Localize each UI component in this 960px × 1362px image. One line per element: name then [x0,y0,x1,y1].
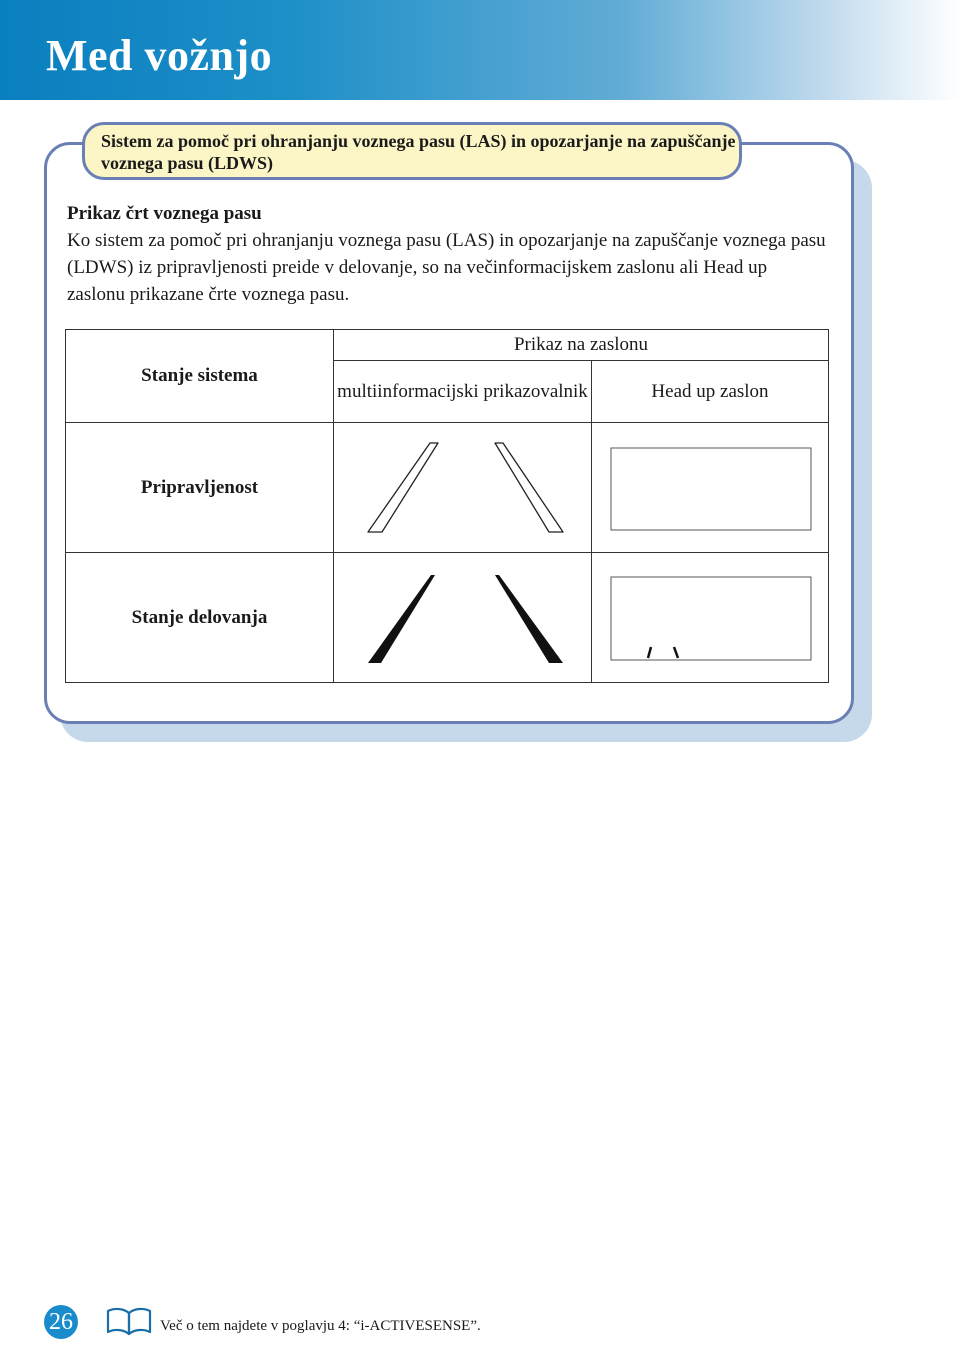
lane-display-table [65,329,829,683]
intro-body: Ko sistem za pomoč pri ohranjanju voznega pasu (LAS) in opozarjanje na zapuščanje voznega pasu (LDWS) iz pripravljenosti preide v delovanje, so na večinformacijskem zaslonu ali Head up zaslonu prikazane črte voznega pasu. [67,230,826,305]
page-title: Med vožnjo [46,31,273,80]
page-header [0,0,960,100]
hud-lane-lines-icon [592,553,828,682]
intro-block [67,201,827,308]
footer-reference-note: Več o tem najdete v poglavju 4: “i-ACTIVESENSE”. [160,1318,481,1334]
state-standby: Pripravljenost [66,423,334,553]
header-system-state: Stanje sistema [66,330,334,423]
hud-screen-blank-icon [592,423,828,552]
standby-hud-display [592,423,829,553]
page-number: 26 [44,1305,78,1339]
standby-lane-lines [334,423,592,553]
book-icon [106,1305,152,1337]
lane-lines-filled-icon [334,553,592,682]
header-multi-info-display: multiinformacijski prikazovalnik [334,361,592,423]
intro-heading: Prikaz črt voznega pasu [67,203,262,224]
header-display: Prikaz na zaslonu [334,330,829,361]
header-hud: Head up zaslon [592,361,829,423]
lane-lines-outline-icon [334,423,592,552]
section-title: Sistem za pomoč pri ohranjanju voznega pasu (LAS) in opozarjanje na zapuščanje voznega pasu (LDWS) [82,122,742,180]
active-hud-display [592,553,829,683]
state-active: Stanje delovanja [66,553,334,683]
active-lane-lines [334,553,592,683]
